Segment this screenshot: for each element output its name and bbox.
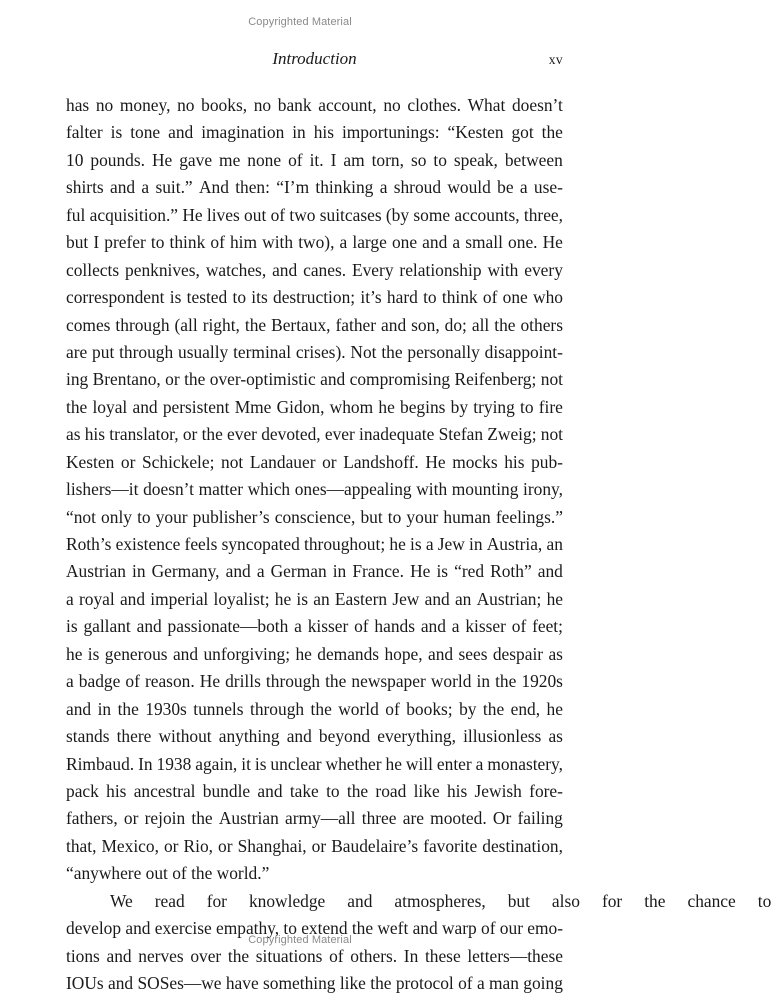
text-line: stands there without anything and beyond everything, illusionless as — [66, 726, 563, 747]
page-number: xv — [548, 52, 563, 67]
text-line: lishers—it doesn’t matter which ones—appealing with mounting irony, — [66, 479, 563, 500]
text-line: a royal and imperial loyalist; he is an Eastern Jew and an Austrian; he — [66, 588, 563, 609]
text-line: and in the 1930s tunnels through the world of books; by the end, he — [66, 698, 563, 719]
copyrighted-material-watermark-bottom: Copyrighted Material — [248, 934, 352, 946]
text-line: 10 pounds. He gave me none of it. I am torn, so to speak, between — [66, 149, 563, 170]
text-line: a badge of reason. He drills through the newspaper world in the 1920s — [66, 671, 563, 692]
text-line: as his translator, or the ever devoted, ever inadequate Stefan Zweig; not — [66, 424, 563, 445]
text-line: ful acquisition.” He lives out of two suitcases (by some accounts, three, — [66, 204, 563, 225]
text-line: comes through (all right, the Bertaux, father and son, do; all the others — [66, 314, 563, 335]
text-line: he is generous and unforgiving; he demands hope, and sees despair as — [66, 643, 563, 664]
text-line: We read for knowledge and atmospheres, but also for the chance to — [110, 890, 771, 911]
text-line: “anywhere out of the world.” — [66, 863, 270, 884]
text-line: the loyal and persistent Mme Gidon, whom he begins by trying to fire — [66, 396, 563, 417]
running-head-title: Introduction — [272, 49, 357, 68]
body-text — [66, 92, 771, 997]
running-head — [66, 48, 563, 70]
text-line: but I prefer to think of him with two), a large one and a small one. He — [66, 232, 563, 253]
text-line: is gallant and passionate—both a kisser of hands and a kisser of feet; — [66, 616, 563, 637]
text-line: Kesten or Schickele; not Landauer or Landshoff. He mocks his pub- — [66, 451, 563, 472]
text-line: falter is tone and imagination in his importunings: “Kesten got the — [66, 122, 563, 143]
text-line: shirts and a suit.” And then: “I’m thinking a shroud would be a use- — [66, 177, 563, 198]
text-line: tions and nerves over the situations of others. In these letters—these — [66, 945, 563, 966]
text-line: Austrian in Germany, and a German in France. He is “red Roth” and — [66, 561, 563, 582]
text-line: “not only to your publisher’s conscience, but to your human feelings.” — [66, 506, 563, 527]
text-line: has no money, no books, no bank account, no clothes. What doesn’t — [66, 95, 563, 115]
copyrighted-material-watermark-top: Copyrighted Material — [248, 16, 352, 28]
text-line: IOUs and SOSes—we have something like the protocol of a man going — [66, 973, 563, 993]
text-line: develop and exercise empathy, to extend the weft and warp of our emo- — [66, 918, 563, 939]
text-line: fathers, or rejoin the Austrian army—all three are mooted. Or failing — [66, 808, 563, 829]
text-line: collects penknives, watches, and canes. Every relationship with every — [66, 259, 563, 280]
text-line: ing Brentano, or the over-optimistic and compromising Reifenberg; not — [66, 369, 563, 390]
text-line: pack his ancestral bundle and take to the road like his Jewish fore- — [66, 780, 563, 801]
text-line: that, Mexico, or Rio, or Shanghai, or Baudelaire’s favorite destination, — [66, 835, 563, 856]
text-line: correspondent is tested to its destruction; it’s hard to think of one who — [66, 287, 563, 308]
text-line: Roth’s existence feels syncopated throughout; he is a Jew in Austria, an — [66, 534, 563, 554]
text-line: Rimbaud. In 1938 again, it is unclear whether he will enter a monastery, — [66, 753, 563, 774]
text-line: are put through usually terminal crises). Not the personally disappoint- — [66, 341, 563, 362]
